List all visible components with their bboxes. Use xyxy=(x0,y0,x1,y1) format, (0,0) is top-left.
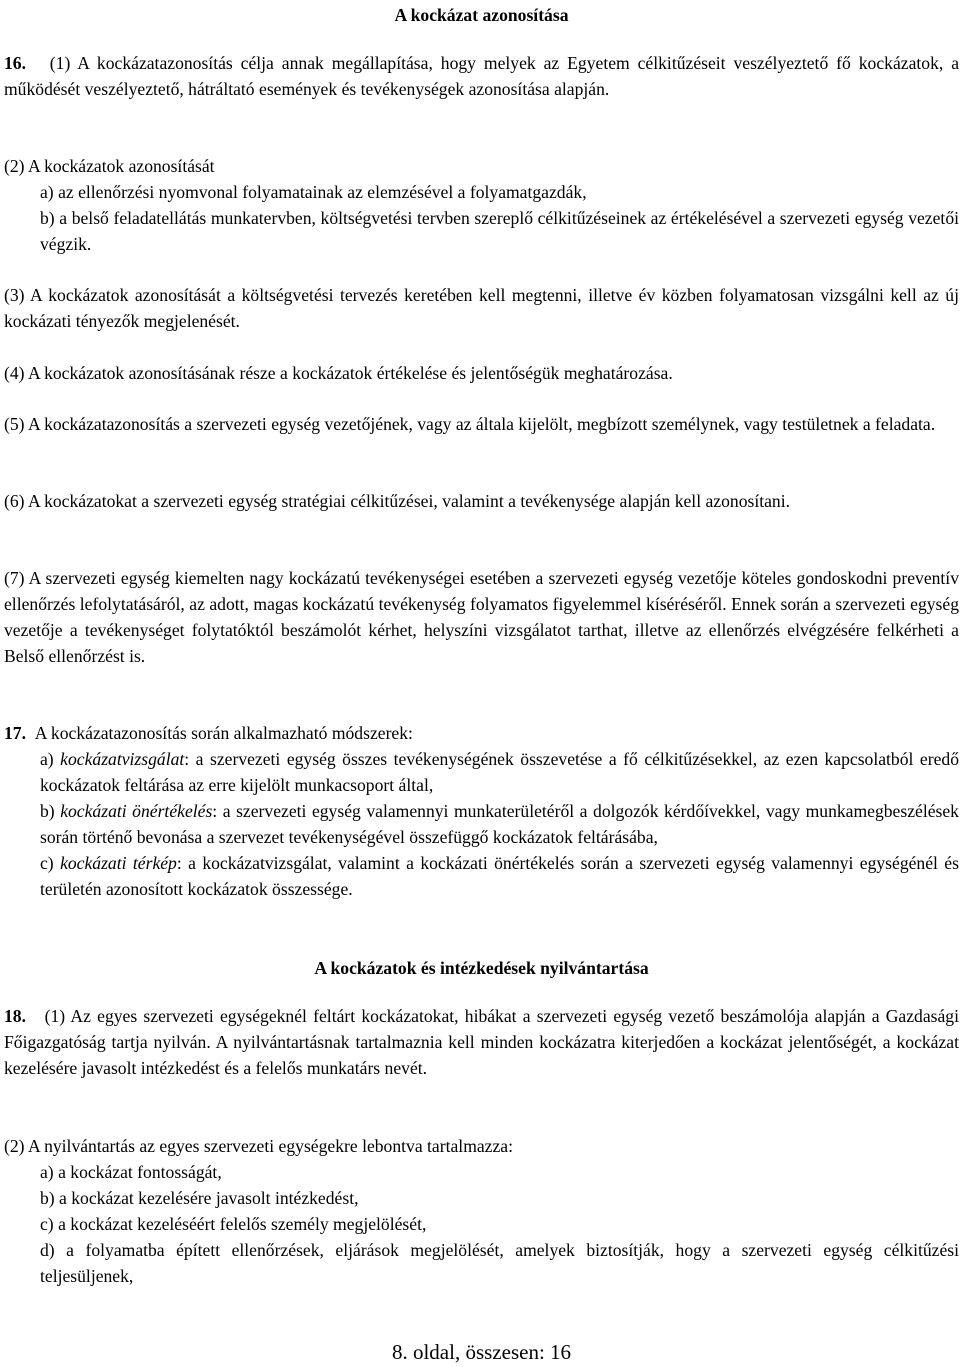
section-number: 16. xyxy=(4,53,26,73)
page-footer: 8. oldal, összesen: 16 xyxy=(391,1340,572,1364)
section-heading-register: A kockázatok és intézkedések nyilvántartása xyxy=(314,958,649,978)
method-term: kockázati önértékelés xyxy=(60,801,213,821)
list-item: a) a kockázat fontosságát, xyxy=(40,1162,222,1182)
list-item: b) a kockázat kezelésére javasolt intézkedést, xyxy=(40,1188,359,1208)
section-16 xyxy=(4,50,959,102)
list-item: d) a folyamatba épített ellenőrzések, eljárások megjelölését, amelyek biztosítják, hogy a szervezeti egység célkitűzési teljesüljenek, xyxy=(40,1240,959,1286)
section-16-paragraph-2 xyxy=(4,153,959,257)
section-16-paragraph-3: (3) A kockázatok azonosítását a költségvetési tervezés keretében kell megtenni, illetve év közben folyamatosan vizsgálni kell az új kockázati tényezők megjelenését. xyxy=(4,285,959,331)
section-16-paragraph-6: (6) A kockázatokat a szervezeti egység stratégiai célkitűzései, valamint a tevékenysége alapján kell azonosítani. xyxy=(4,491,791,511)
section-18-paragraph-1: 18. (1) Az egyes szervezeti egységeknél feltárt kockázatokat, hibákat a szervezeti egység vezető beszámolója alapján a Gazdasági Főigazgatóság tartja nyilván. A nyilvántartásnak tartalmaznia kell minden kockázatra kiterjedően a kockázat jelentőségét, a kockázat kezelésére javasolt intézkedést és a felelős munkatárs nevét. xyxy=(4,1006,959,1078)
method-term: kockázatvizsgálat xyxy=(60,749,185,769)
section-16-paragraph-4: (4) A kockázatok azonosításának része a kockázatok értékelése és jelentőségük meghatározása. xyxy=(4,363,673,383)
section-16-paragraph-5: (5) A kockázatazonosítás a szervezeti egység vezetőjének, vagy az általa kijelölt, megbízott személynek, vagy testületnek a feladata. xyxy=(4,414,936,434)
list-item: b) a belső feladatellátás munkatervben, költségvetési tervben szereplő célkitűzéseinek az értékelésével a szervezeti egység vezetői végzik. xyxy=(40,208,959,254)
method-item-c: c) kockázati térkép: a kockázatvizsgálat, valamint a kockázati önértékelés során a szervezeti egység valamennyi egységénél és területén azonosított kockázatok összessége. xyxy=(40,853,959,899)
section-number: 18. xyxy=(4,1006,26,1026)
section-18-paragraph-2 xyxy=(4,1133,959,1289)
section-18 xyxy=(4,1003,959,1081)
section-16-paragraph-1: 16. (1) A kockázatazonosítás célja annak megállapítása, hogy melyek az Egyetem célkitűzéseit veszélyeztető fő kockázatok, a működését veszélyeztető, hátráltató események és tevékenységek azonosítása alapján. xyxy=(4,53,959,99)
method-term: kockázati térkép xyxy=(60,853,177,873)
paragraph-intro: (2) A nyilvántartás az egyes szervezeti egységekre lebontva tartalmazza: xyxy=(4,1136,513,1156)
paragraph-intro: (2) A kockázatok azonosítását xyxy=(4,156,215,176)
section-17 xyxy=(4,720,959,902)
list-item: a) az ellenőrzési nyomvonal folyamatainak az elemzésével a folyamatgazdák, xyxy=(40,182,587,202)
section-17-intro: 17. A kockázatazonosítás során alkalmazható módszerek: xyxy=(4,723,413,743)
section-16-paragraph-7: (7) A szervezeti egység kiemelten nagy kockázatú tevékenységei esetében a szervezeti egység vezetője köteles gondoskodni preventív ellenőrzés lefolytatásáról, az adott, magas kockázatú tevékenység folyamatos figyelemmel kíséréséről. Ennek során a szervezeti egység vezetője a tevékenységet folytatóktól beszámolót kérhet, helyszíni vizsgálatot tarthat, illetve az ellenőrzés elvégzésére felkérheti a Belső ellenőrzést is. xyxy=(4,568,959,666)
list-item: c) a kockázat kezeléséért felelős személy megjelölését, xyxy=(40,1214,427,1234)
section-heading-risk-identification: A kockázat azonosítása xyxy=(394,5,569,25)
method-item-a: a) kockázatvizsgálat: a szervezeti egység összes tevékenységének összevetése a fő célkitűzésekkel, az ezen kapcsolatból eredő kockázatok feltárása az erre kijelölt munkacsoport által, xyxy=(40,749,959,795)
method-item-b: b) kockázati önértékelés: a szervezeti egység valamennyi munkaterületéről a dolgozók kérdőívekkel, vagy munkamegbeszélések során történő bevonása a szervezet tevékenységével összefüggő kockázatok feltárásába, xyxy=(40,801,959,847)
section-number: 17. xyxy=(4,723,26,743)
